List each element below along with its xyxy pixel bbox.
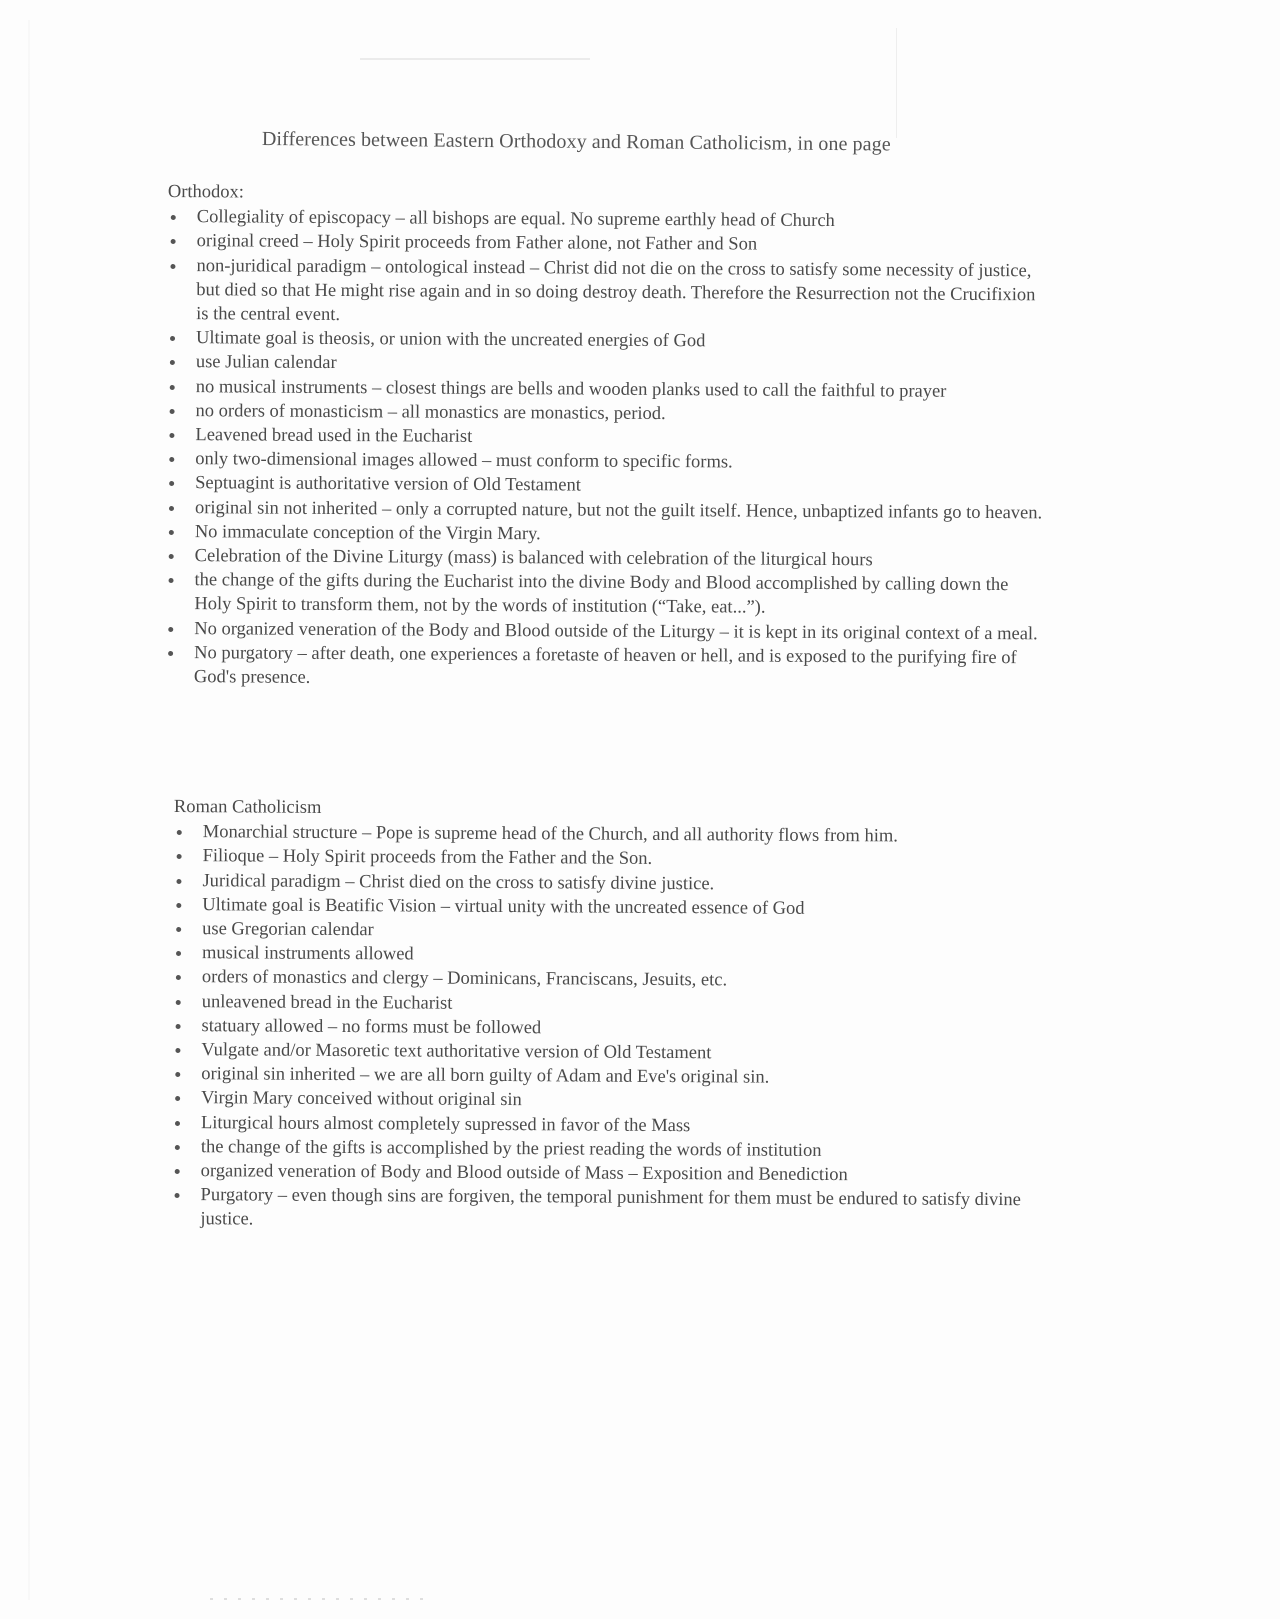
bullet-icon bbox=[170, 409, 175, 414]
bullet-icon bbox=[176, 951, 181, 956]
list-item-text: Filioque – Holy Spirit proceeds from the Father and the Son. bbox=[202, 846, 653, 870]
bullet-icon bbox=[176, 975, 181, 980]
list-item-text: use Gregorian calendar bbox=[202, 919, 374, 941]
bullet-icon bbox=[176, 1024, 181, 1029]
scan-artifact-bottom bbox=[210, 1598, 430, 1600]
bullet-icon bbox=[176, 1000, 181, 1005]
list-item bbox=[171, 1183, 1051, 1237]
bullet-icon bbox=[176, 903, 181, 908]
bullet-icon bbox=[169, 530, 174, 535]
list-item-text: original creed – Holy Spirit proceeds from Father alone, not Father and Son bbox=[196, 231, 758, 256]
list-item-text: orders of monastics and clergy – Dominicans, Franciscans, Jesuits, etc. bbox=[201, 967, 728, 991]
bullet-icon bbox=[168, 651, 173, 656]
list-item-text: the change of the gifts is accomplished by the priest reading the words of institution bbox=[200, 1137, 822, 1161]
bullet-icon bbox=[169, 481, 174, 486]
list-item-text: statuary allowed – no forms must be followed bbox=[201, 1016, 542, 1039]
list-item-text: No immaculate conception of the Virgin Mary. bbox=[194, 522, 541, 545]
bullet-icon bbox=[168, 627, 173, 632]
bullet-icon bbox=[177, 854, 182, 859]
bullet-icon bbox=[175, 1121, 180, 1126]
list-item-text: Virgin Mary conceived without original sin bbox=[201, 1088, 522, 1111]
bullet-icon bbox=[170, 336, 175, 341]
bullet-icon bbox=[169, 506, 174, 511]
catholic-heading: Roman Catholicism bbox=[173, 796, 322, 818]
bullet-icon bbox=[176, 879, 181, 884]
bullet-icon bbox=[176, 927, 181, 932]
list-item bbox=[165, 568, 1045, 622]
list-item-text: Leavened bread used in the Eucharist bbox=[195, 425, 473, 447]
orthodox-list bbox=[165, 205, 1048, 694]
bullet-icon bbox=[170, 264, 175, 269]
scan-edge-shadow bbox=[28, 20, 30, 1600]
list-item-text: Purgatory – even though sins are forgiven, the temporal punishment for them must be endured to satisfy divine justice. bbox=[200, 1185, 1021, 1230]
bullet-icon bbox=[169, 578, 174, 583]
bullet-icon bbox=[169, 457, 174, 462]
list-item-text: Vulgate and/or Masoretic text authoritative version of Old Testament bbox=[201, 1040, 712, 1064]
bullet-icon bbox=[170, 385, 175, 390]
list-item-text: No purgatory – after death, one experiences a foretaste of heaven or hell, and is exposed to the purifying fire of God's presence. bbox=[193, 643, 1017, 688]
orthodox-section bbox=[165, 180, 1048, 695]
document-title: Differences between Eastern Orthodoxy and Roman Catholicism, in one page bbox=[261, 128, 891, 156]
bullet-icon bbox=[169, 433, 174, 438]
bullet-icon bbox=[175, 1096, 180, 1101]
list-item bbox=[167, 254, 1047, 332]
bullet-icon bbox=[175, 1169, 180, 1174]
bullet-icon bbox=[177, 830, 182, 835]
bullet-icon bbox=[171, 239, 176, 244]
bullet-icon bbox=[171, 215, 176, 220]
list-item-text: original sin inherited – we are all born guilty of Adam and Eve's original sin. bbox=[201, 1064, 770, 1088]
scan-artifact-top bbox=[360, 58, 590, 60]
list-item-text: organized veneration of Body and Blood outside of Mass – Exposition and Benediction bbox=[200, 1161, 848, 1186]
list-item-text: No organized veneration of the Body and Blood outside of the Liturgy – it is kept in its original context of a meal. bbox=[194, 618, 1038, 644]
list-item-text: no musical instruments – closest things are bells and wooden planks used to call the faithful to prayer bbox=[195, 376, 947, 402]
bullet-icon bbox=[175, 1072, 180, 1077]
catholic-section bbox=[171, 795, 1054, 1237]
list-item-text: Liturgical hours almost completely supressed in favor of the Mass bbox=[200, 1112, 691, 1136]
list-item-text: Ultimate goal is Beatific Vision – virtual unity with the uncreated essence of God bbox=[202, 894, 805, 919]
list-item bbox=[165, 641, 1045, 695]
list-item-text: Septuagint is authoritative version of Old Testament bbox=[195, 473, 581, 496]
list-item-text: no orders of monasticism – all monastics are monastics, period. bbox=[195, 401, 666, 424]
list-item-text: the change of the gifts during the Eucharist into the divine Body and Blood accomplished by calling down the Holy Spirit to transform them, not by the words of institution (“Take, eat...”). bbox=[194, 570, 1009, 619]
scan-artifact-vertical bbox=[896, 28, 897, 138]
list-item-text: non-juridical paradigm – ontological instead – Christ did not die on the cross to satisfy some necessity of justice, but died so that He might rise again and in so doing destroy death. Therefore the Resurrection not the Crucifixion is the central event. bbox=[196, 255, 1036, 326]
bullet-icon bbox=[170, 360, 175, 365]
list-item-text: musical instruments allowed bbox=[201, 943, 414, 965]
list-item-text: Juridical paradigm – Christ died on the cross to satisfy divine justice. bbox=[202, 870, 715, 894]
list-item-text: only two-dimensional images allowed – must conform to specific forms. bbox=[195, 449, 733, 473]
list-item-text: Ultimate goal is theosis, or union with the uncreated energies of God bbox=[195, 328, 706, 352]
orthodox-heading: Orthodox: bbox=[167, 181, 245, 203]
list-item-text: original sin not inherited – only a corrupted nature, but not the guilt itself. Hence, unbaptized infants go to heaven. bbox=[194, 497, 1043, 523]
bullet-icon bbox=[175, 1048, 180, 1053]
list-item-text: Celebration of the Divine Liturgy (mass) is balanced with celebration of the liturgical hours bbox=[194, 546, 873, 571]
list-item-text: unleavened bread in the Eucharist bbox=[201, 991, 453, 1014]
bullet-icon bbox=[175, 1193, 180, 1198]
catholic-list bbox=[171, 820, 1053, 1237]
list-item-text: use Julian calendar bbox=[195, 352, 337, 374]
bullet-icon bbox=[169, 554, 174, 559]
bullet-icon bbox=[175, 1145, 180, 1150]
list-item-text: Monarchial structure – Pope is supreme head of the Church, and all authority flows from him. bbox=[202, 822, 898, 847]
list-item-text: Collegiality of episcopacy – all bishops are equal. No supreme earthly head of Church bbox=[196, 207, 835, 232]
